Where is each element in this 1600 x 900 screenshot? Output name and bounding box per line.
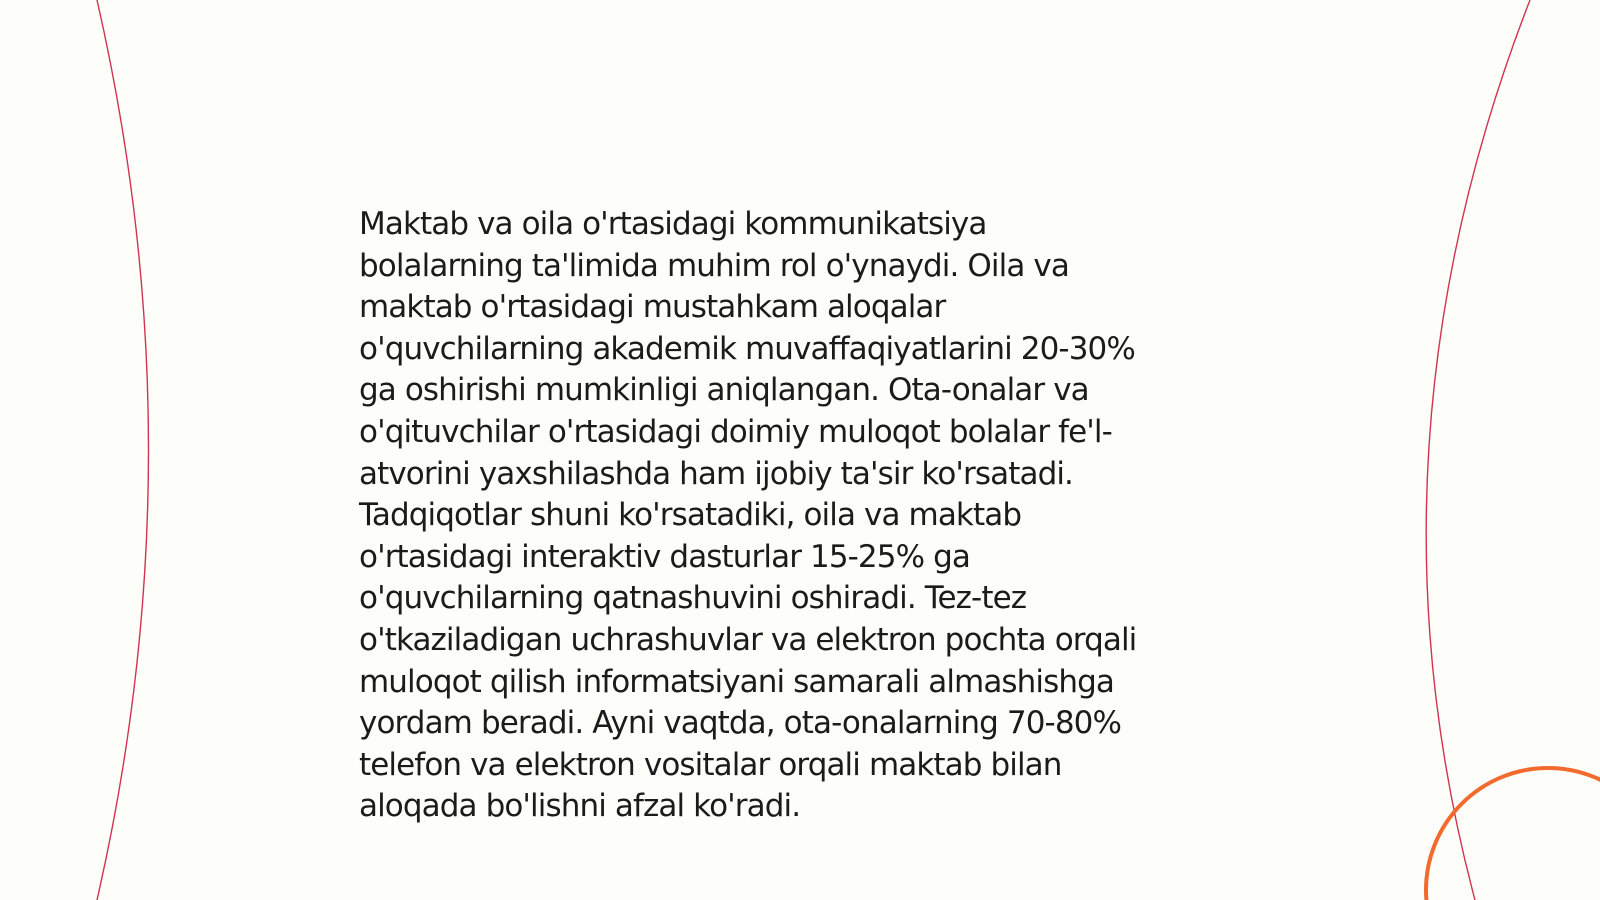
orange-circle-outline xyxy=(1426,768,1600,900)
right-curve-line xyxy=(1426,0,1530,900)
left-curve-line xyxy=(97,0,149,900)
slide-body-text: Maktab va oila o'rtasidagi kommunikatsiya bolalarning ta'limida muhim rol o'ynaydi. Oila va maktab o'rtasidagi mustahkam aloqalar o'quvchilarning akademik muvaffaqiyatlarini 20-30% ga oshirishi mumkinligi aniqlangan. Ota-onalar va o'qituvchilar o'rtasidagi doimiy muloqot bolalar fe'l- atvorini yaxshilashda ham ijobiy ta'sir ko'rsatadi. Tadqiqotlar shuni ko'rsatadiki, oila va maktab o'rtasidagi interaktiv dasturlar 15-25% ga o'quvchilarning qatnashuvini oshiradi. Tez-tez o'tkaziladigan uchrashuvlar va elektron pochta orqali muloqot qilish informatsiyani samarali almashishga yordam beradi. Ayni vaqtda, ota-onalarning 70-80% telefon va elektron vositalar orqali maktab bilan aloqada bo'lishni afzal ko'radi. xyxy=(359,206,1137,825)
